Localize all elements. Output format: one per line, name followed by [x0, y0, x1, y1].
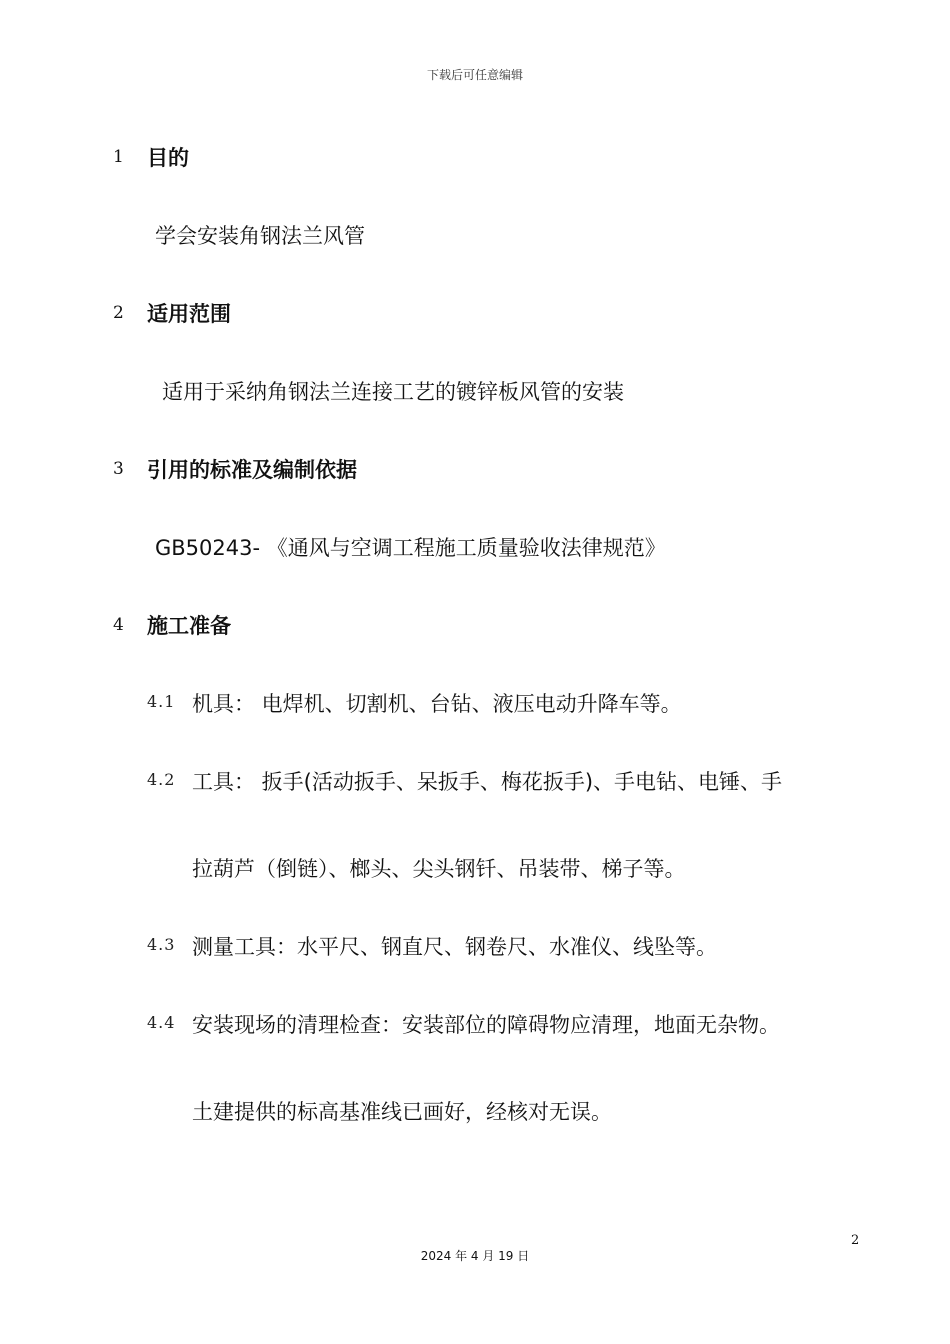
section-title: 目的: [147, 146, 189, 170]
subitem-text: 安装现场的清理检查：安装部位的障碍物应清理，地面无杂物。: [192, 1013, 780, 1037]
section-number: 1: [113, 147, 124, 167]
section-body: 适用于采纳角钢法兰连接工艺的镀锌板风管的安装: [162, 380, 624, 404]
section-body: 学会安装角钢法兰风管: [155, 224, 365, 248]
page-number: 2: [851, 1233, 860, 1248]
section-number: 4: [113, 615, 124, 635]
subitem-text-continued: 拉葫芦（倒链）、榔头、尖头钢钎、吊装带、梯子等。: [192, 857, 686, 881]
section-title: 施工准备: [147, 614, 231, 638]
subitem-text: 测量工具：水平尺、钢直尺、钢卷尺、水准仪、线坠等。: [192, 935, 717, 959]
subitem-number: 4.1: [147, 692, 176, 711]
subitem-number: 4.2: [147, 770, 176, 789]
footer-date: 2024 年 4 月 19 日: [420, 1249, 530, 1263]
section-number: 3: [113, 459, 124, 479]
section-title: 引用的标准及编制依据: [147, 458, 357, 482]
subitem-text: 机具： 电焊机、切割机、台钻、液压电动升降车等。: [192, 692, 682, 716]
subitem-text-continued: 土建提供的标高基准线已画好，经核对无误。: [192, 1100, 612, 1124]
section-number: 2: [113, 303, 124, 323]
subitem-text: 工具： 扳手(活动扳手、呆扳手、梅花扳手)、手电钻、电锤、手: [192, 770, 783, 794]
section-title: 适用范围: [147, 302, 231, 326]
header-note: 下载后可任意编辑: [426, 68, 523, 82]
subitem-number: 4.3: [147, 935, 176, 954]
section-body: GB50243- 《通风与空调工程施工质量验收法律规范》: [155, 536, 666, 560]
subitem-number: 4.4: [147, 1013, 176, 1032]
